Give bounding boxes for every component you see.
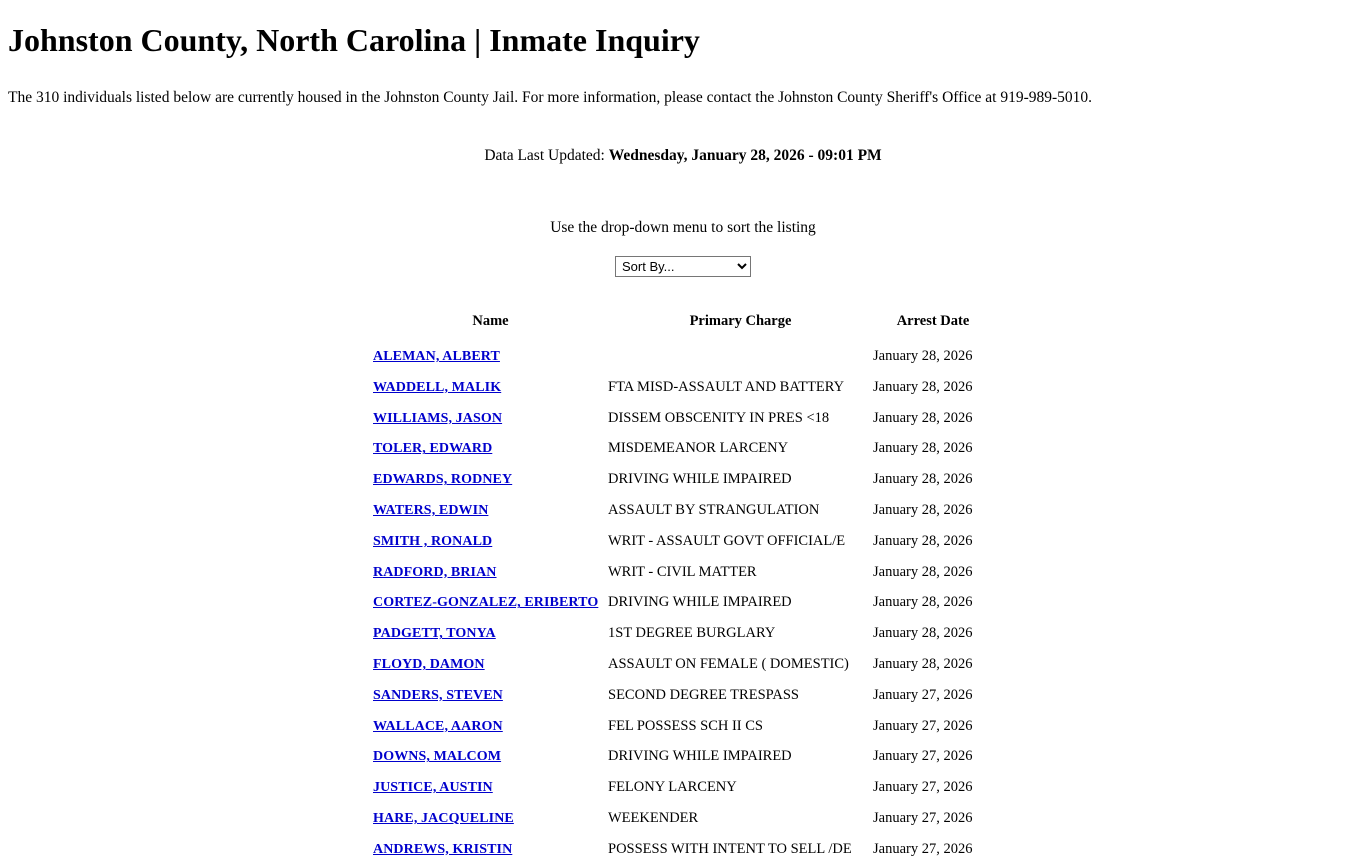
column-header-primary-charge: Primary Charge [689,312,792,329]
table-row [373,558,993,589]
cell-primary-charge: DRIVING WHILE IMPAIRED [608,471,792,488]
cell-arrest-date: January 27, 2026 [873,840,973,857]
inmate-table [373,313,993,866]
cell-primary-charge: FTA MISD-ASSAULT AND BATTERY [608,378,845,395]
inmate-name-link[interactable]: HARE, JACQUELINE [373,810,514,826]
cell-inmate-name [373,804,608,835]
table-row [373,404,993,435]
inmate-name-link[interactable]: DOWNS, MALCOM [373,749,502,765]
inmate-name-link[interactable]: FLOYD, DAMON [373,656,485,672]
sort-instruction: Use the drop-down menu to sort the listing [550,218,816,236]
inmate-name-link[interactable]: WILLIAMS, JASON [373,410,503,426]
cell-primary-charge: FEL POSSESS SCH II CS [608,717,763,734]
cell-inmate-name [373,650,608,681]
table-row [373,588,993,619]
cell-arrest-date: January 28, 2026 [873,347,973,364]
table-row [373,835,993,866]
last-updated-value: Wednesday, January 28, 2026 - 09:01 PM [608,147,882,165]
inmate-name-link[interactable]: WATERS, EDWIN [373,502,489,518]
cell-arrest-date: January 28, 2026 [873,501,973,518]
inmate-table-body [373,342,993,866]
cell-arrest-date: January 27, 2026 [873,717,973,734]
cell-arrest-date: January 27, 2026 [873,779,973,796]
cell-primary-charge: WRIT - CIVIL MATTER [608,563,757,580]
cell-primary-charge: ASSAULT ON FEMALE ( DOMESTIC) [608,655,849,672]
inmate-name-link[interactable]: WALLACE, AARON [373,718,503,734]
cell-primary-charge: WRIT - ASSAULT GOVT OFFICIAL/E [608,532,846,549]
inmate-name-link[interactable]: ANDREWS, KRISTIN [373,841,513,857]
cell-arrest-date: January 28, 2026 [873,532,973,549]
cell-inmate-name [373,835,608,866]
cell-inmate-name [373,496,608,527]
table-row [373,434,993,465]
cell-arrest-date: January 28, 2026 [873,563,973,580]
cell-inmate-name [373,342,608,373]
cell-inmate-name [373,373,608,404]
table-row [373,619,993,650]
table-row [373,742,993,773]
inmate-name-link[interactable]: EDWARDS, RODNEY [373,472,513,488]
cell-inmate-name [373,527,608,558]
inmate-name-link[interactable]: JUSTICE, AUSTIN [373,780,493,796]
cell-primary-charge: DRIVING WHILE IMPAIRED [608,748,792,765]
cell-inmate-name [373,742,608,773]
table-row [373,373,993,404]
cell-primary-charge [608,342,873,373]
cell-primary-charge: WEEKENDER [608,809,699,826]
cell-arrest-date: January 28, 2026 [873,655,973,672]
cell-primary-charge: ASSAULT BY STRANGULATION [608,501,820,518]
cell-inmate-name [373,773,608,804]
column-header-name: Name [472,312,509,329]
inmate-name-link[interactable]: TOLER, EDWARD [373,441,493,457]
cell-inmate-name [373,681,608,712]
cell-inmate-name [373,465,608,496]
cell-arrest-date: January 28, 2026 [873,440,973,457]
cell-arrest-date: January 28, 2026 [873,471,973,488]
cell-arrest-date: January 28, 2026 [873,625,973,642]
cell-inmate-name [373,404,608,435]
cell-inmate-name [373,434,608,465]
cell-primary-charge: SECOND DEGREE TRESPASS [608,686,799,703]
table-row [373,527,993,558]
cell-inmate-name [373,712,608,743]
cell-arrest-date: January 28, 2026 [873,594,973,611]
cell-primary-charge: DRIVING WHILE IMPAIRED [608,594,792,611]
table-row [373,496,993,527]
inmate-name-link[interactable]: ALEMAN, ALBERT [373,348,500,364]
cell-arrest-date: January 27, 2026 [873,748,973,765]
column-header-arrest-date: Arrest Date [896,312,970,329]
table-row [373,681,993,712]
page-title: Johnston County, North Carolina | Inmate Inquiry [8,22,700,58]
cell-primary-charge: 1ST DEGREE BURGLARY [608,625,776,642]
cell-primary-charge: FELONY LARCENY [608,779,737,796]
table-row [373,712,993,743]
last-updated-label: Data Last Updated: [484,147,605,165]
inmate-name-link[interactable]: RADFORD, BRIAN [373,564,497,580]
cell-primary-charge: MISDEMEANOR LARCENY [608,440,789,457]
cell-inmate-name [373,619,608,650]
table-row [373,804,993,835]
inmate-name-link[interactable]: CORTEZ-GONZALEZ, ERIBERTO [373,595,599,611]
inmate-table-head [373,313,993,342]
table-row [373,773,993,804]
cell-arrest-date: January 27, 2026 [873,686,973,703]
cell-primary-charge: DISSEM OBSCENITY IN PRES <18 [608,409,830,426]
inmate-name-link[interactable]: WADDELL, MALIK [373,379,502,395]
cell-arrest-date: January 28, 2026 [873,378,973,395]
cell-arrest-date: January 28, 2026 [873,409,973,426]
inmate-name-link[interactable]: SANDERS, STEVEN [373,687,503,703]
table-row [373,465,993,496]
cell-inmate-name [373,588,608,619]
sort-by-select[interactable] [615,256,751,277]
table-row [373,342,993,373]
sort-control-wrapper [8,256,1358,277]
cell-arrest-date: January 27, 2026 [873,809,973,826]
last-updated-line [8,147,1358,166]
table-header-row [373,313,993,342]
intro-paragraph: The 310 individuals listed below are currently housed in the Johnston County Jail. For more information, please contact the Johnston County Sheriff's Office at 919-989-5010. [8,88,1093,106]
inmate-name-link[interactable]: PADGETT, TONYA [373,626,496,642]
inmate-name-link[interactable]: SMITH , RONALD [373,533,493,549]
cell-primary-charge: POSSESS WITH INTENT TO SELL /DE [608,840,852,857]
table-row [373,650,993,681]
cell-inmate-name [373,558,608,589]
